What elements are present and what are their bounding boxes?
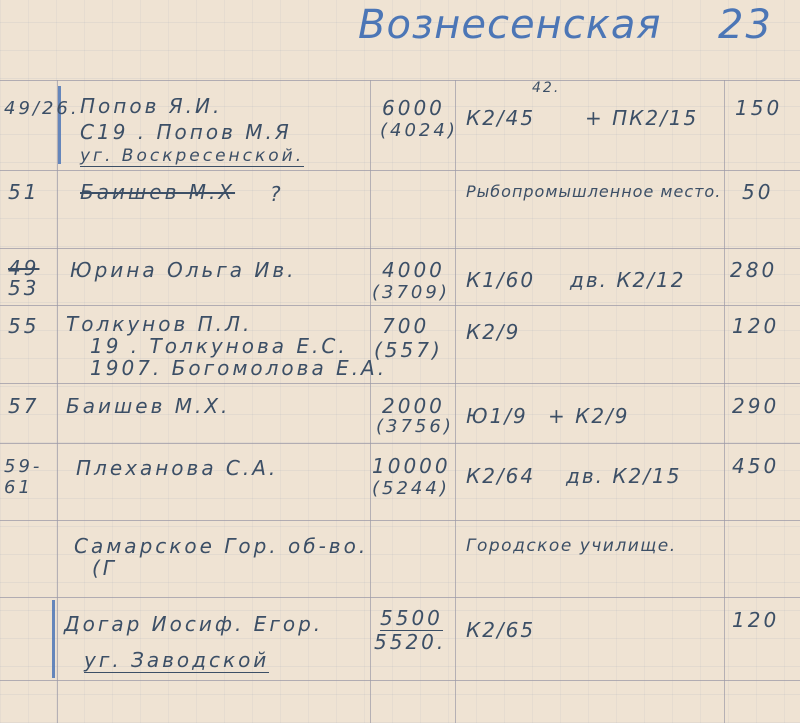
- house-number: 53: [8, 276, 40, 300]
- column-divider: [724, 80, 725, 723]
- owner-line: Самарское Гор. об-во.: [74, 534, 369, 558]
- category-1: К2/64: [466, 464, 536, 488]
- tax: 450: [732, 454, 780, 478]
- value-paren: (5244): [372, 478, 450, 499]
- category-2: дв. К2/15: [566, 464, 682, 488]
- owner-line: Догар Иосиф. Егор.: [64, 612, 324, 636]
- house-number: 57: [8, 394, 40, 418]
- value: 2000: [382, 394, 445, 418]
- tax: 120: [732, 314, 780, 338]
- category-1: Ю1/9: [466, 404, 528, 428]
- owner-line: уг. Воскресенской.: [80, 146, 305, 166]
- row-divider: [0, 597, 800, 598]
- owner-line: Плеханова С.А.: [76, 456, 279, 480]
- category-2: + К2/9: [548, 404, 630, 428]
- margin-mark: [52, 600, 55, 678]
- owner-line: 19 . Толкунова Е.С.: [90, 334, 348, 358]
- value: 5500: [380, 606, 443, 630]
- value: 6000: [382, 96, 445, 120]
- category-2: + ПК2/15: [585, 106, 699, 130]
- tax: 150: [735, 96, 783, 120]
- value: 10000: [372, 454, 451, 478]
- house-number: 49/26.: [4, 98, 80, 119]
- owner-line: 1907. Богомолова Е.А.: [90, 356, 388, 380]
- row-divider: [0, 680, 800, 681]
- owner-line: С19 . Попов М.Я: [80, 120, 292, 144]
- house-number-crossed: 49: [8, 256, 40, 280]
- tax: 290: [732, 394, 780, 418]
- owner-line: Попов Я.И.: [80, 94, 223, 118]
- owner-line: Баишев М.Х.: [66, 394, 231, 418]
- category-1: К2/65: [466, 618, 536, 642]
- tax: 120: [732, 608, 780, 632]
- row-divider: [0, 383, 800, 384]
- category-1: К2/9: [466, 320, 521, 344]
- row-divider: [0, 80, 800, 81]
- page-number: 23: [718, 2, 773, 48]
- owner-line: Толкунов П.Л.: [66, 312, 253, 336]
- row-divider: [0, 248, 800, 249]
- row-divider: [0, 443, 800, 444]
- category-note: 42.: [532, 80, 561, 96]
- owner-line: Юрина Ольга Ив.: [70, 258, 297, 282]
- category-1: К1/60: [466, 268, 536, 292]
- value-paren: (3756): [376, 416, 454, 437]
- street-name: Вознесенская: [358, 2, 662, 48]
- tax: 280: [730, 258, 778, 282]
- owner-line: Баишев М.Х: [80, 180, 236, 204]
- house-number: 51: [8, 180, 40, 204]
- house-number: 55: [8, 314, 40, 338]
- row-divider: [0, 520, 800, 521]
- column-divider: [370, 80, 371, 723]
- value-paren: (4024): [380, 120, 458, 141]
- owner-line: уг. Заводской: [84, 648, 270, 672]
- owner-line: ?: [270, 182, 284, 206]
- row-divider: [0, 305, 800, 306]
- value: 700: [382, 314, 430, 338]
- house-number: 59-61: [4, 456, 43, 498]
- tax: 50: [742, 180, 774, 204]
- column-divider: [57, 80, 58, 723]
- value-paren: (557): [374, 338, 443, 362]
- value: 4000: [382, 258, 445, 282]
- value-paren: 5520.: [374, 630, 447, 654]
- value-paren: (3709): [372, 282, 450, 303]
- owner-line: (Г: [92, 556, 117, 580]
- category-1: К2/45: [466, 106, 536, 130]
- row-divider: [0, 170, 800, 171]
- category-2: дв. К2/12: [570, 268, 686, 292]
- note: Городское училище.: [466, 536, 677, 556]
- note: Рыбопромышленное место.: [466, 182, 722, 201]
- column-divider: [455, 80, 456, 723]
